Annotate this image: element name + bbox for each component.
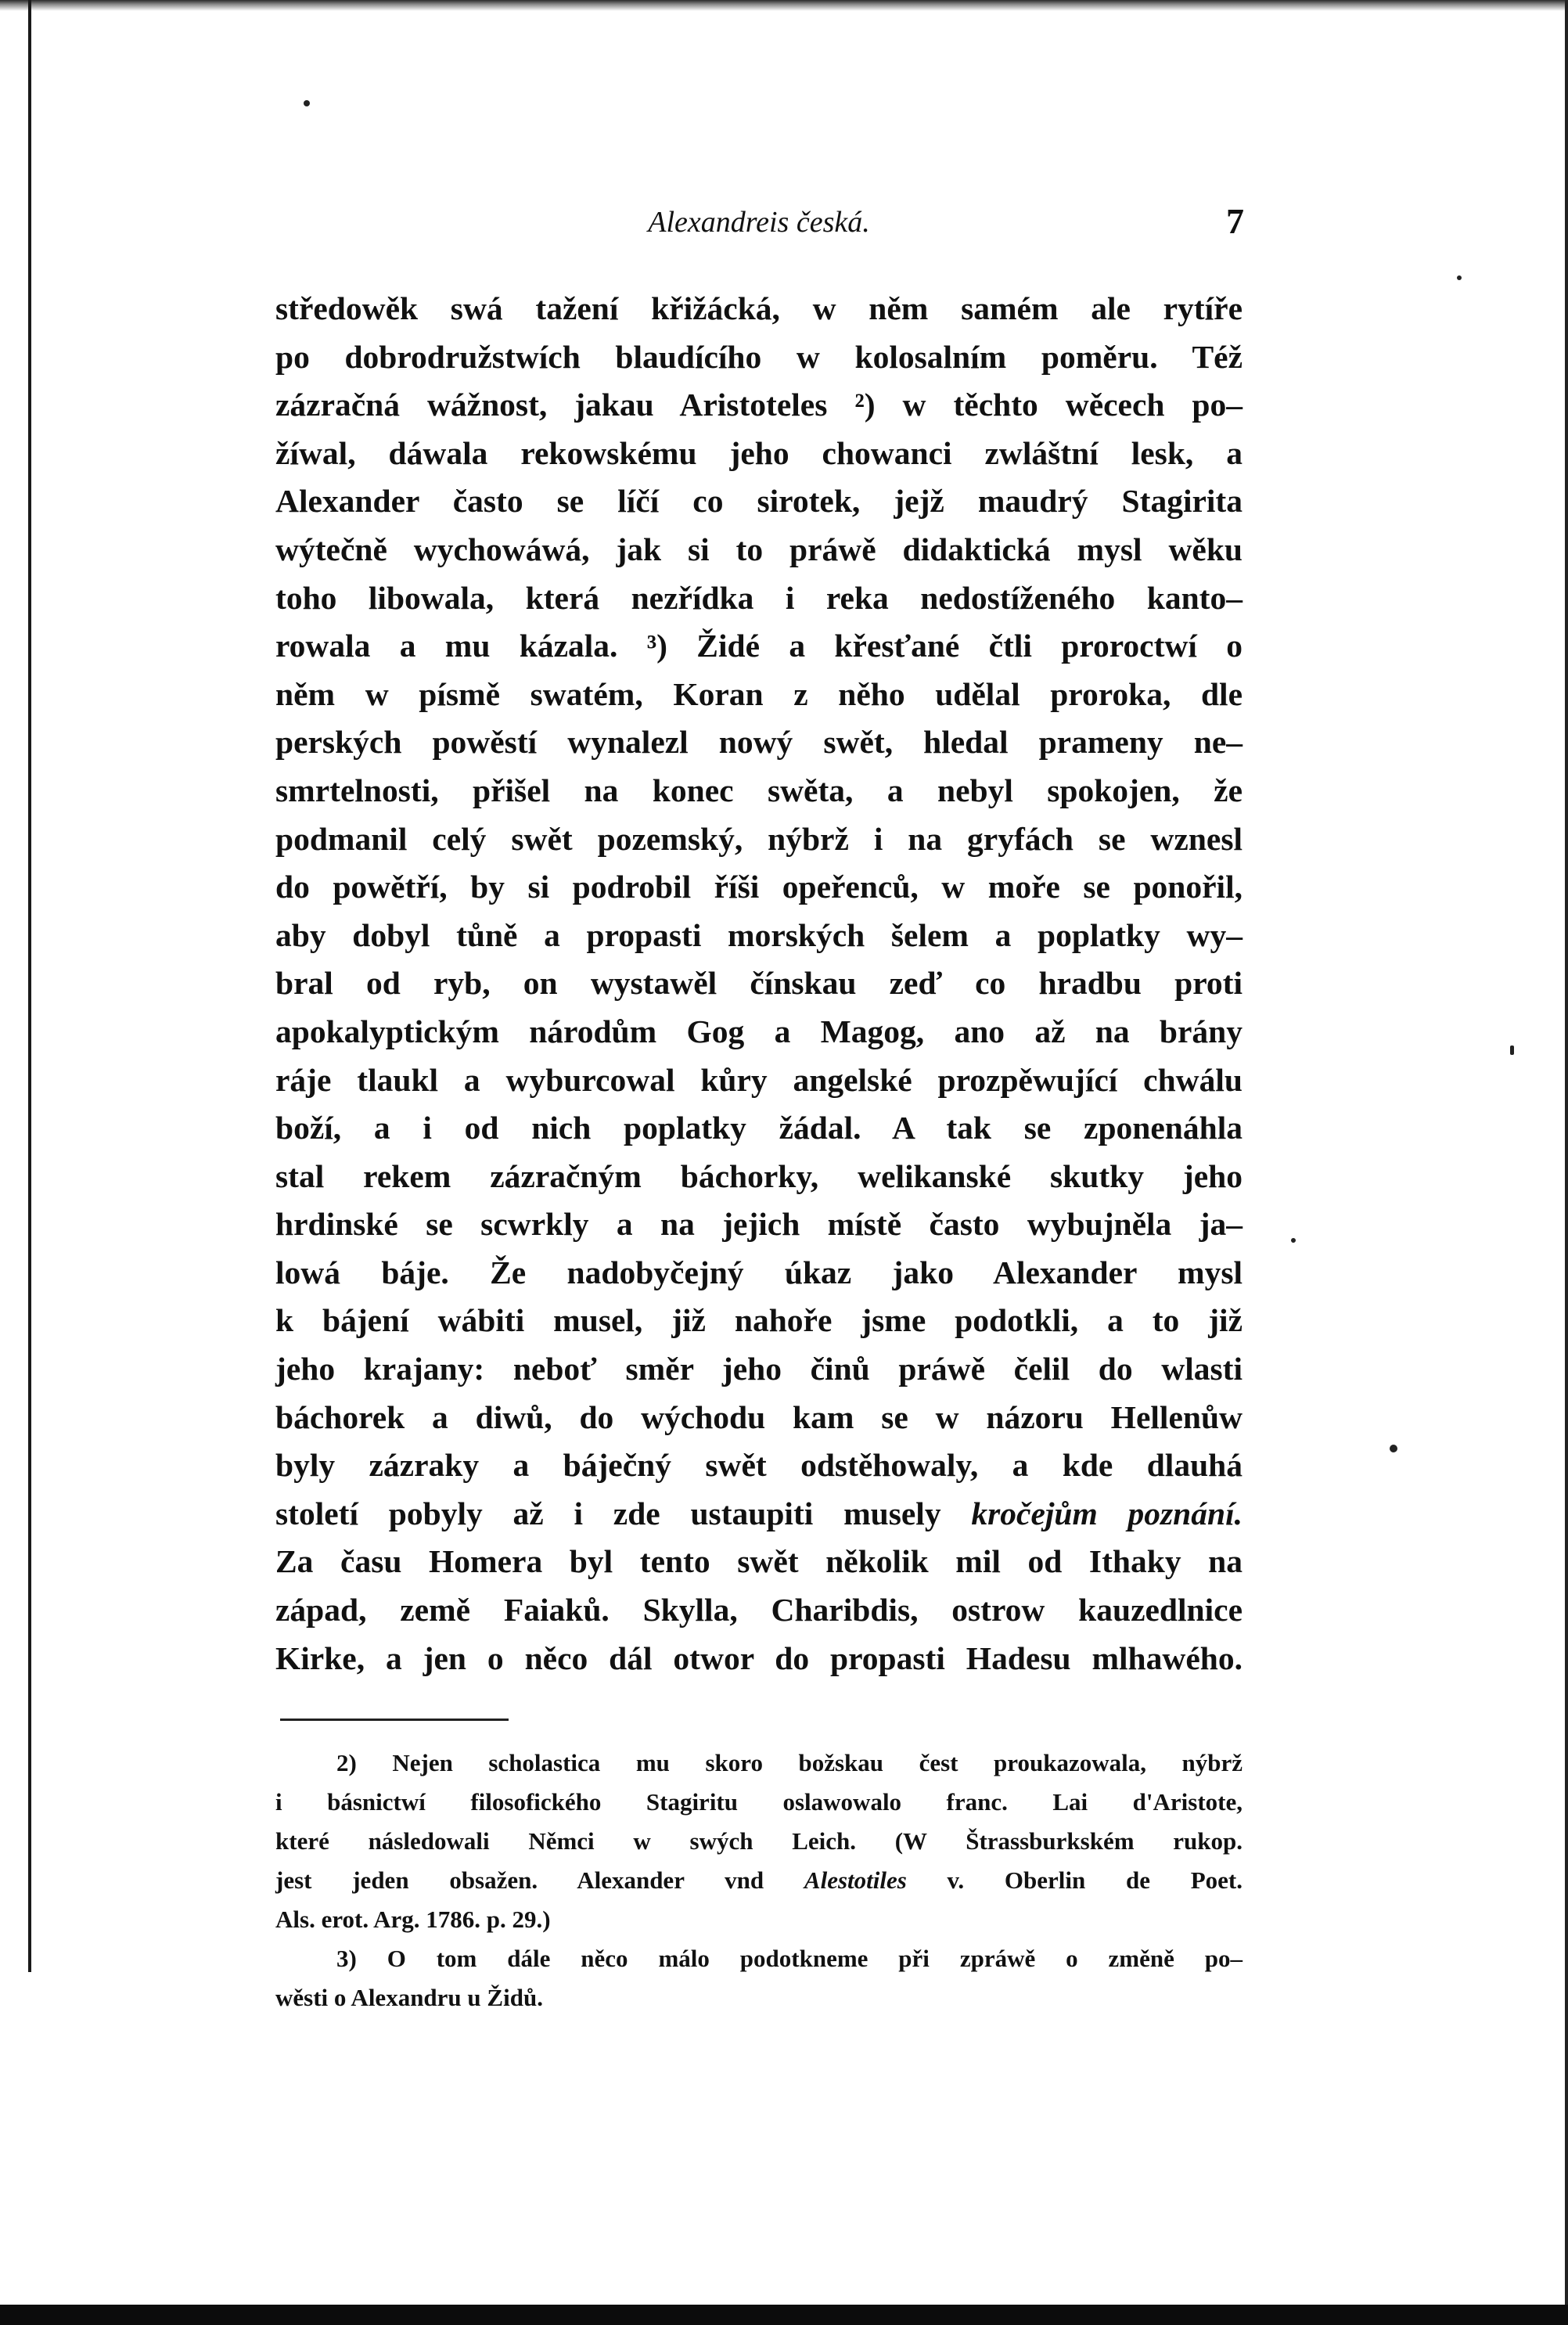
footnote-rule	[280, 1719, 509, 1721]
scan-top-edge	[0, 0, 1568, 11]
text-line-content: středowěk swá tažení křižácká, w něm samém ale rytíře	[275, 290, 1243, 326]
text-line	[275, 381, 1243, 430]
text-line	[275, 1056, 1243, 1105]
footnote-line-content: 3) O tom dále něco málo podotkneme při zpráwě o změně po–	[336, 1945, 1243, 1972]
text-line-content: podmanil celý swět pozemský, nýbrž i na gryfách se wznesl	[275, 820, 1243, 857]
text-line	[275, 1586, 1243, 1635]
text-line-content: báchorek a diwů, do wýchodu kam se w názoru Hellenůw	[275, 1398, 1243, 1435]
text-line	[275, 526, 1243, 574]
footnote-line-content: i básnictwí filosofického Stagiritu oslawowalo franc. Lai d'Aristote,	[275, 1788, 1243, 1816]
footnote-line	[275, 1744, 1243, 1783]
text-line	[275, 959, 1243, 1008]
italic-phrase: Alestotiles	[804, 1866, 907, 1894]
footnote	[275, 1939, 1243, 2017]
text-line	[275, 863, 1243, 912]
footnote-line	[275, 1939, 1243, 1978]
text-line	[275, 477, 1243, 526]
text-line-content: wýtečně wychowáwá, jak si to práwě didaktická mysl wěku	[275, 531, 1243, 567]
text-line-content: smrtelnosti, přišel na konec swěta, a nebyl spokojen, že	[275, 772, 1243, 808]
text-line	[275, 1490, 1243, 1539]
text-line	[275, 1297, 1243, 1345]
footnotes	[275, 1744, 1243, 2017]
footnote-line-content: které následowali Němci w swých Leich. (W Štrassburkském rukop.	[275, 1827, 1243, 1855]
footnote-line-content: jest jeden obsažen. Alexander vnd	[275, 1866, 764, 1894]
text-line-content: hrdinské se scwrkly a na jejich místě často wybujněla ja–	[275, 1206, 1243, 1243]
scan-speck	[1291, 1238, 1296, 1243]
text-line	[275, 285, 1243, 333]
text-line-content: rowala a mu kázala. ³) Židé a křesťané čtli proroctwí o	[275, 628, 1243, 664]
scan-speck	[1390, 1445, 1397, 1452]
footnote-line	[275, 1861, 1243, 1900]
text-line-content: západ, země Faiaků. Skylla, Charibdis, ostrow kauzedlnice	[275, 1592, 1243, 1629]
scan-speck	[1457, 275, 1462, 280]
text-line-content: aby dobyl tůně a propasti morských šelem a poplatky wy–	[275, 916, 1243, 953]
text-line	[275, 1200, 1243, 1249]
text-line	[275, 1345, 1243, 1394]
text-line-content: žíwal, dáwala rekowskému jeho chowanci zwláštní lesk, a	[275, 434, 1243, 471]
scan-speck	[1510, 1046, 1514, 1055]
text-line-content: lowá báje. Že nadobyčejný úkaz jako Alexander mysl	[275, 1254, 1243, 1290]
text-line	[275, 671, 1243, 719]
footnote	[275, 1744, 1243, 1939]
text-line-content: do powětří, by si podrobil říši opeřenců, w moře se ponořil,	[275, 869, 1243, 905]
text-line	[275, 815, 1243, 864]
text-line-content: zázračná wážnost, jakau Aristoteles ²) w těchto wěcech po–	[275, 387, 1243, 423]
footnote-line	[275, 1783, 1243, 1822]
text-line	[275, 1153, 1243, 1201]
italic-phrase: kročejům poznání.	[971, 1495, 1243, 1531]
text-line-content: ráje tlaukl a wyburcowal kůry angelské prozpěwující chwálu	[275, 1061, 1243, 1098]
text-line-content: po dobrodružstwích blaudícího w kolosalním poměru. Též	[275, 338, 1243, 375]
text-line	[275, 912, 1243, 960]
body-text	[275, 285, 1243, 1683]
text-line	[275, 718, 1243, 767]
footnote-line-content: Als. erot. Arg. 1786. p. 29.)	[275, 1906, 551, 1933]
text-line	[275, 430, 1243, 478]
footnote-line-tail: v. Oberlin de Poet.	[906, 1866, 1243, 1894]
text-line	[275, 1635, 1243, 1683]
scan-left-edge	[28, 0, 31, 1972]
scan-bottom-edge	[0, 2305, 1568, 2325]
text-line-content: apokalyptickým národům Gog a Magog, ano až na brány	[275, 1013, 1243, 1049]
text-line	[275, 574, 1243, 623]
footnote-line	[275, 1978, 1243, 2017]
text-line-content: boží, a i od nich poplatky žádal. A tak se zponenáhla	[275, 1110, 1243, 1146]
text-line-content: byly zázraky a báječný swět odstěhowaly, a kde dlauhá	[275, 1447, 1243, 1484]
running-title: Alexandreis česká.	[648, 206, 870, 239]
text-line-content: bral od ryb, on wystawěl čínskau zeď co hradbu proti	[275, 965, 1243, 1002]
text-line-content: toho libowala, která nezřídka i reka nedostíženého kanto–	[275, 579, 1243, 616]
text-line	[275, 333, 1243, 382]
text-line-content: jeho krajany: neboť směr jeho činů práwě čelil do wlasti	[275, 1351, 1243, 1387]
footnote-line	[275, 1900, 1243, 1939]
text-line	[275, 1538, 1243, 1586]
text-line-content: století pobyly až i zde ustaupiti musely	[275, 1495, 941, 1531]
running-head	[274, 201, 1244, 252]
text-line	[275, 1249, 1243, 1297]
text-line-content: stal rekem zázračným báchorky, welikanské skutky jeho	[275, 1157, 1243, 1194]
text-line	[275, 622, 1243, 671]
text-line-content: Alexander často se líčí co sirotek, jejž maudrý Stagirita	[275, 483, 1243, 520]
text-line-content: Kirke, a jen o něco dál otwor do propasti Hadesu mlhawého.	[275, 1639, 1243, 1676]
scan-right-edge	[1565, 0, 1568, 2325]
text-line-content: něm w písmě swatém, Koran z něho udělal proroka, dle	[275, 675, 1243, 712]
scan-speck	[304, 100, 310, 106]
page-number: 7	[1226, 201, 1244, 241]
text-line	[275, 767, 1243, 815]
text-line	[275, 1104, 1243, 1153]
footnote-line-content: 2) Nejen scholastica mu skoro božskau čest proukazowala, nýbrž	[336, 1749, 1243, 1776]
text-line-content: perských powěstí wynalezl nowý swět, hledal prameny ne–	[275, 724, 1243, 761]
footnote-line	[275, 1822, 1243, 1861]
text-line	[275, 1394, 1243, 1442]
text-line	[275, 1008, 1243, 1056]
text-line-content: Za času Homera byl tento swět několik mil od Ithaky na	[275, 1543, 1243, 1580]
footnote-line-content: wěsti o Alexandru u Židů.	[275, 1984, 543, 2011]
text-line-content: k bájení wábiti musel, již nahoře jsme podotkli, a to již	[275, 1302, 1243, 1339]
text-line	[275, 1441, 1243, 1490]
